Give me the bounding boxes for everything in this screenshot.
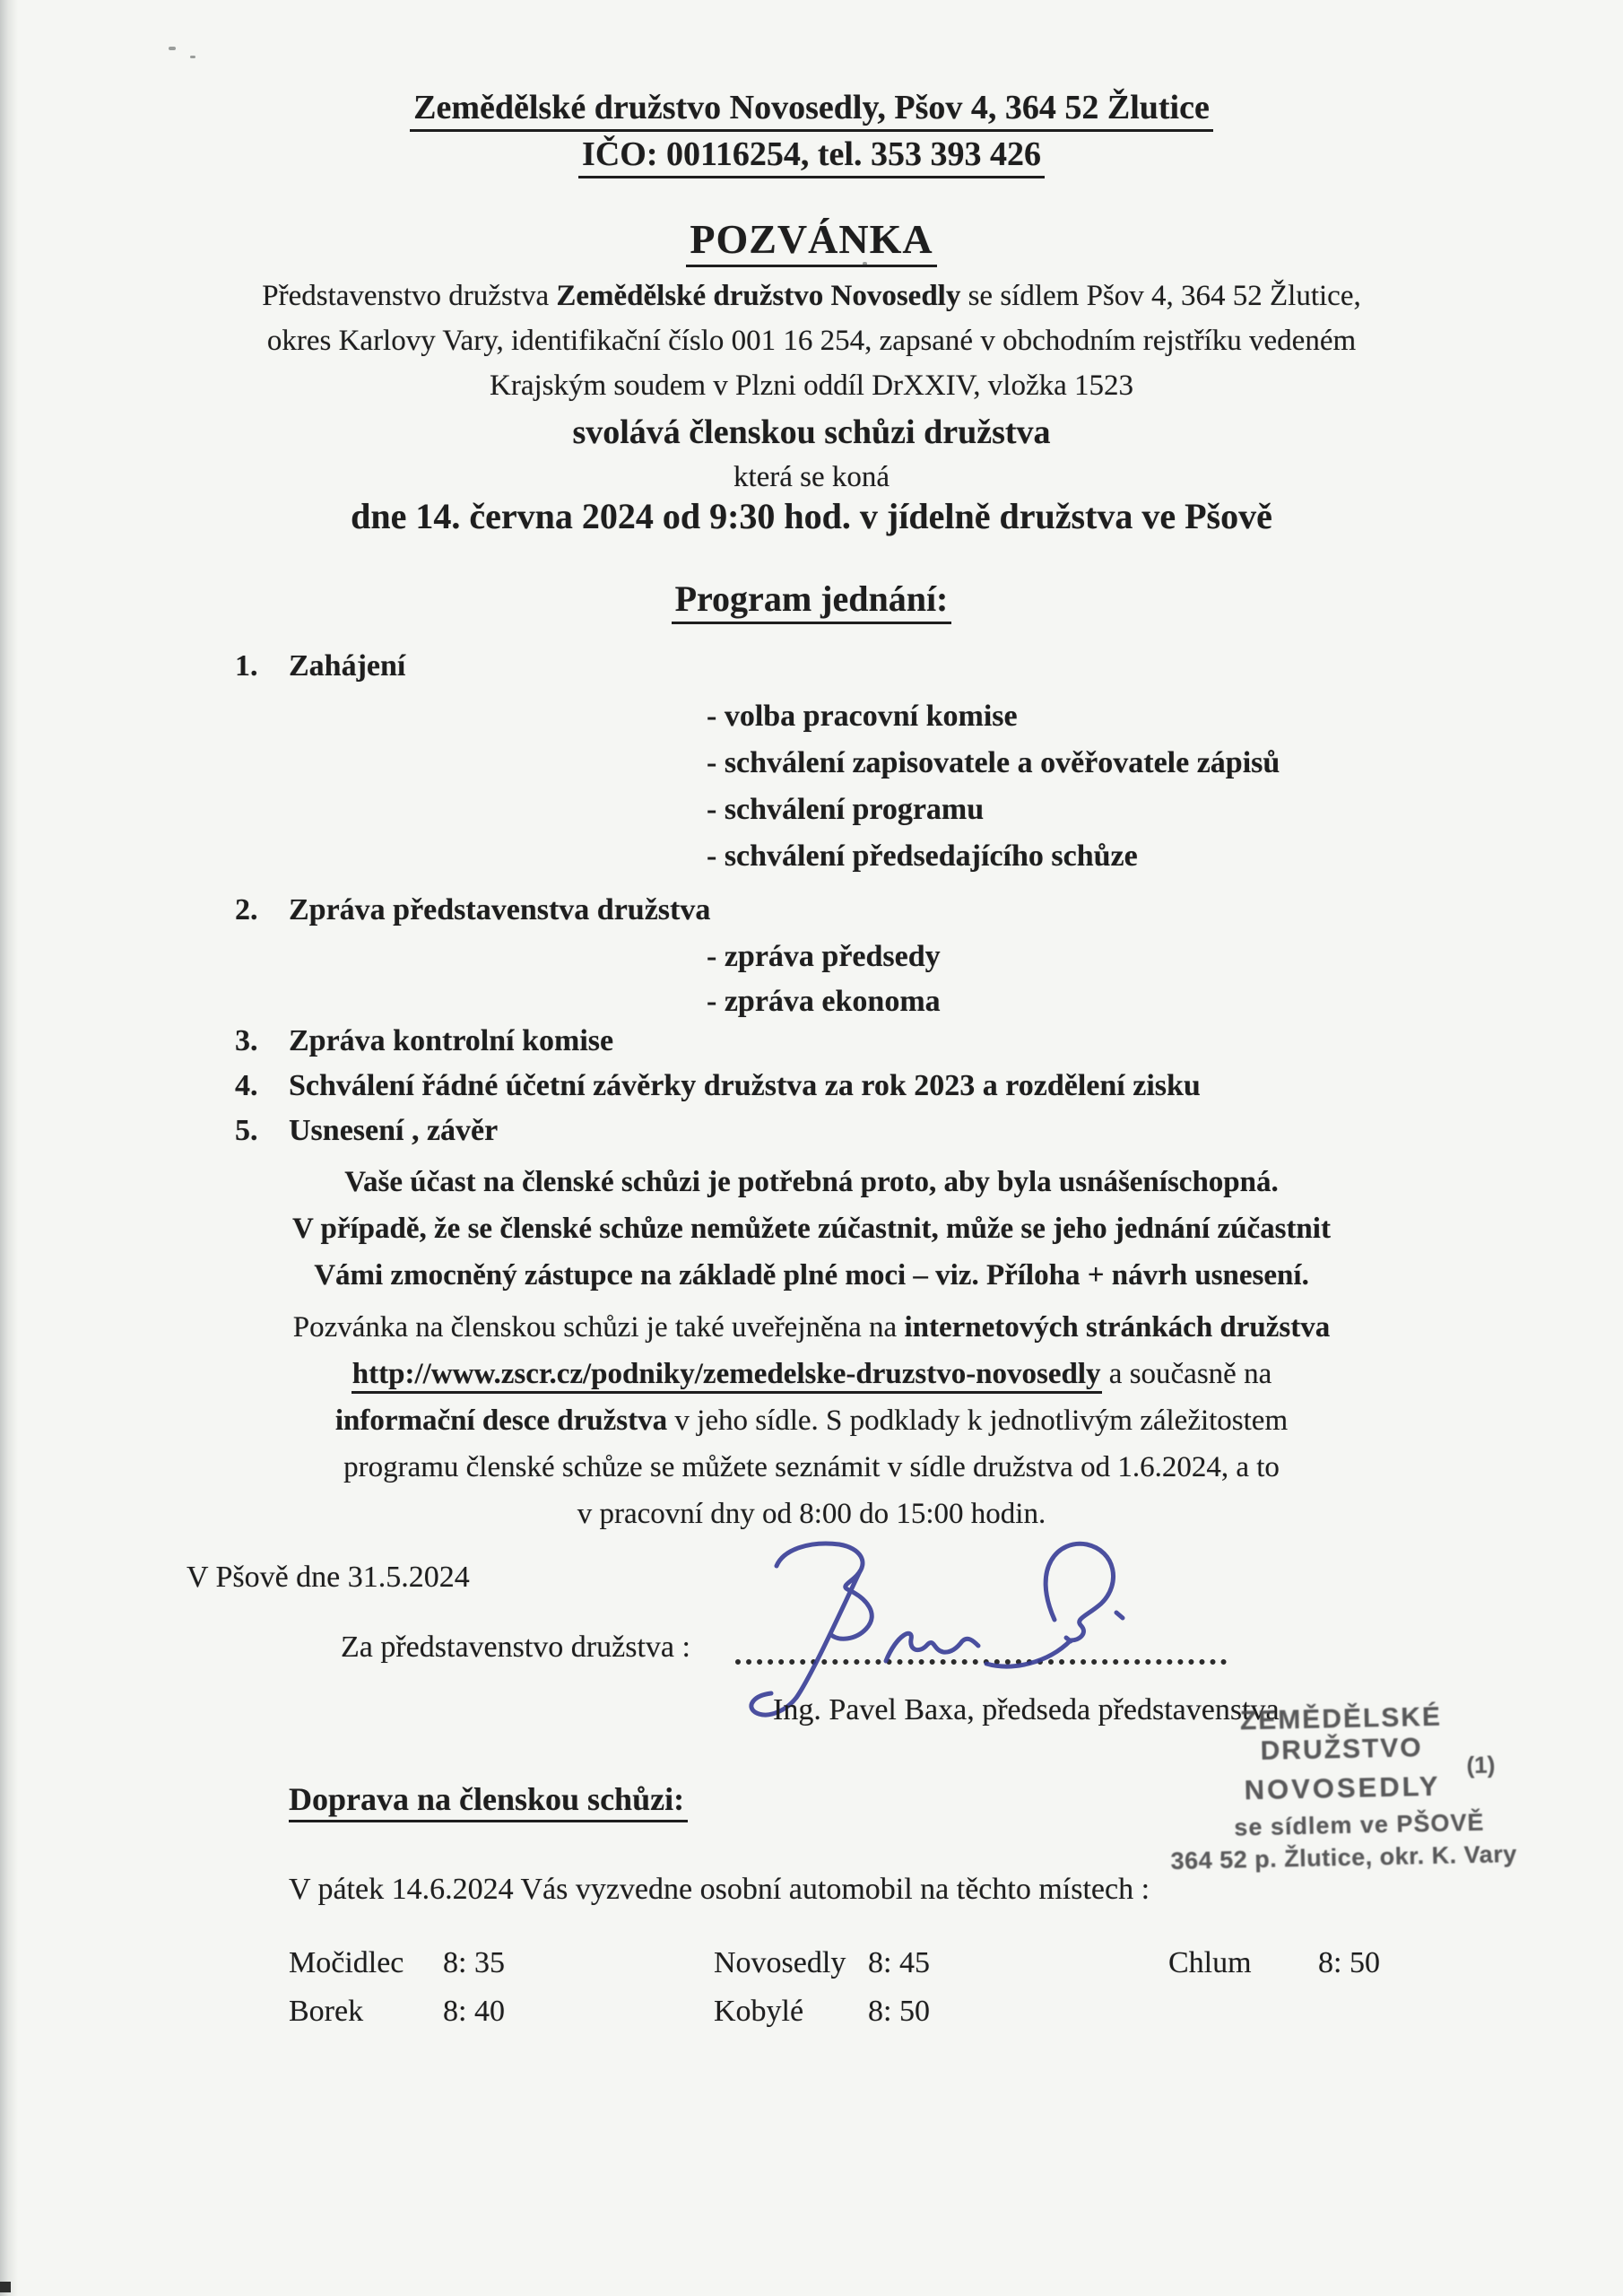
publication-line-3-bold: informační desce družstva [334, 1405, 668, 1437]
stop-time: 8: 50 [1318, 1946, 1380, 1979]
agenda-item-number: 2. [235, 893, 258, 926]
intro-line-1 [0, 280, 1623, 313]
company-name-bold: Zemědělské družstvo Novosedly [556, 280, 961, 312]
stamp-line-1: ZEMĚDĚLSKÉ DRUŽSTVO [1239, 1701, 1443, 1766]
meeting-call-line: svolává členskou schůzi družstva [572, 413, 1051, 451]
agenda-heading-text: Program jednání: [672, 578, 952, 624]
signature-caption: Za představenstvo družstva : [341, 1631, 690, 1664]
letterhead-line-2-text: IČO: 00116254, tel. 353 393 426 [578, 135, 1045, 178]
agenda-item-label: Zpráva kontrolní komise [289, 1024, 614, 1057]
agenda-item-number: 5. [235, 1114, 258, 1147]
intro-line-1-post: se sídlem Pšov 4, 364 52 Žlutice, [960, 280, 1361, 312]
stop-name: Močidlec [289, 1946, 404, 1979]
signatory-name-line: Ing. Pavel Baxa, předseda představenstva [773, 1693, 1280, 1726]
agenda-item-label: Usnesení , závěr [289, 1114, 499, 1147]
letterhead-line-1-text: Zemědělské družstvo Novosedly, Pšov 4, 364 52 Žlutice [410, 88, 1213, 132]
publication-line-3-rest: v jeho sídle. S podklady k jednotlivým záležitostem [667, 1405, 1289, 1437]
agenda-item-3 [235, 1024, 613, 1058]
stop-time: 8: 45 [868, 1946, 930, 1979]
publication-line-1-bold: internetových stránkách družstva [904, 1311, 1331, 1344]
letterhead-line-2 [0, 135, 1623, 178]
stamp-line-4: 364 52 p. Žlutice, okr. K. Vary [1170, 1839, 1518, 1875]
agenda-subitem: - schválení předsedajícího schůze [707, 839, 1138, 873]
agenda-subitem: - volba pracovní komise [707, 700, 1018, 733]
agenda-subitem: - zpráva ekonoma [707, 985, 941, 1018]
stop-time: 8: 50 [868, 1995, 930, 2028]
agenda-subitem: - zpráva předsedy [707, 940, 941, 973]
agenda-item-label: Schválení řádné účetní závěrky družstva za rok 2023 a rozdělení zisku [289, 1069, 1201, 1102]
agenda-item-number: 1. [235, 649, 258, 683]
meeting-datetime-line: dne 14. června 2024 od 9:30 hod. v jídelně družstva ve Pšově [351, 496, 1272, 536]
intro-line-2: okres Karlovy Vary, identifikační číslo 001 16 254, zapsané v obchodním rejstříku vedeném [266, 325, 1357, 357]
agenda-item-5 [235, 1114, 498, 1148]
letterhead-line-1 [0, 88, 1623, 132]
publication-line-4: programu členské schůze se můžete seznámit v sídle družstva od 1.6.2024, a to [343, 1451, 1280, 1483]
stamp-index-number: (1) [1466, 1751, 1496, 1779]
stop-name: Borek [289, 1995, 364, 2028]
agenda-item-2 [235, 893, 710, 927]
scan-corner-mark [0, 2282, 11, 2292]
quorum-notice-line: Vámi zmocněný zástupce na základě plné moci – viz. Příloha + návrh usnesení. [314, 1259, 1309, 1292]
quorum-notice-line: V případě, že se členské schůze nemůžete zúčastnit, může se jeho jednání zúčastnit [292, 1213, 1331, 1245]
quorum-notice-line: Vaše účast na členské schůzi je potřebná proto, aby byla usnášeníschopná. [344, 1166, 1279, 1198]
stop-time: 8: 40 [443, 1995, 505, 2028]
transport-heading-text: Doprava na členskou schůzi: [289, 1780, 688, 1822]
publication-line-2-rest: a současně na [1101, 1358, 1272, 1390]
stop-name: Chlum [1168, 1946, 1252, 1979]
agenda-item-number: 4. [235, 1069, 258, 1102]
website-link: http://www.zscr.cz/podniky/zemedelske-druzstvo-novosedly [352, 1358, 1102, 1394]
publication-line-1 [0, 1311, 1623, 1344]
document-title [0, 215, 1623, 267]
company-stamp [1157, 1697, 1528, 1877]
agenda-item-label: Zahájení [289, 649, 406, 683]
agenda-subitem: - schválení programu [707, 793, 985, 826]
publication-line-2 [0, 1358, 1623, 1394]
intro-line-1-pre: Představenstvo družstva [262, 280, 557, 312]
publication-line-5: v pracovní dny od 8:00 do 15:00 hodin. [577, 1498, 1046, 1530]
transport-intro: V pátek 14.6.2024 Vás vyzvedne osobní automobil na těchto místech : [289, 1873, 1150, 1906]
agenda-subitem: - schválení zapisovatele a ověřovatele zápisů [707, 746, 1280, 779]
publication-line-1-pre: Pozvánka na členskou schůzi je také uveřejněna na [292, 1311, 905, 1344]
document-title-text: POZVÁNKA [686, 215, 936, 267]
stamp-line-3: se sídlem ve PŠOVĚ [1234, 1808, 1485, 1841]
place-date-line: V Pšově dne 31.5.2024 [187, 1561, 470, 1594]
publication-line-3 [0, 1405, 1623, 1438]
intro-line-3: Krajským soudem v Plzni oddíl DrXXIV, vložka 1523 [490, 370, 1133, 402]
stop-name: Novosedly [714, 1946, 846, 1979]
meeting-held-line: která se koná [733, 461, 890, 493]
agenda-item-1 [235, 649, 405, 683]
agenda-item-number: 3. [235, 1024, 258, 1057]
scan-speck [190, 56, 195, 58]
stamp-line-2: NOVOSEDLY [1244, 1770, 1441, 1806]
agenda-heading [0, 578, 1623, 624]
scan-speck [169, 47, 176, 50]
transport-heading [289, 1780, 688, 1822]
agenda-item-4 [235, 1069, 1201, 1103]
agenda-item-label: Zpráva představenstva družstva [289, 893, 711, 926]
stop-time: 8: 35 [443, 1946, 505, 1979]
stop-name: Kobylé [714, 1995, 804, 2028]
